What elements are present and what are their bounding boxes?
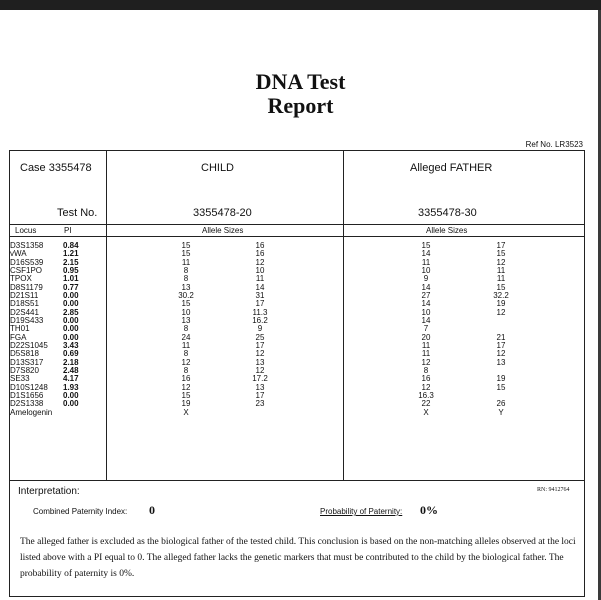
father-test-no: 3355478-30 — [418, 207, 477, 219]
child-allele-2: 11 — [255, 274, 265, 284]
father-allele-1: 14 — [421, 299, 431, 309]
child-allele-1: 12 — [181, 382, 191, 392]
child-allele-1: 13 — [181, 315, 191, 325]
probability-label: Probability of Paternity: — [320, 507, 403, 516]
child-test-no: 3355478-20 — [193, 207, 252, 219]
locus-cell: D13S317 — [10, 357, 44, 367]
pi-cell: 4.17 — [63, 374, 79, 384]
report-title-line2: Report — [267, 93, 334, 118]
table-row — [0, 359, 601, 367]
locus-cell: D10S1248 — [10, 382, 48, 392]
child-allele-2: 11.3 — [252, 307, 268, 317]
ref-number: Ref No. LR3523 — [525, 140, 583, 149]
father-allele-2: 19 — [496, 374, 506, 384]
child-allele-2: 17 — [255, 390, 265, 400]
child-allele-1: 12 — [181, 357, 191, 367]
pi-cell: 2.85 — [63, 307, 79, 317]
pi-cell: 2.18 — [63, 357, 79, 367]
child-allele-1: 8 — [183, 365, 189, 375]
child-allele-1: 15 — [181, 390, 191, 400]
father-allele-1: 27 — [421, 290, 431, 300]
table-row — [0, 317, 601, 325]
child-allele-1: 10 — [181, 307, 191, 317]
interpretation-text: The alleged father is excluded as the biological father of the tested child. This conclusion is based on the non-matching alleles observed at the loci listed above with a PI equal to 0. The alleged father lacks the genetic markers that must be contributed to the child by the biological father. The probability of paternity is 0%. — [20, 537, 576, 579]
father-allele-1: 16 — [421, 374, 431, 384]
locus-cell: D8S1179 — [10, 282, 43, 292]
child-allele-1: 11 — [181, 257, 191, 267]
father-allele-2: 11 — [496, 265, 506, 275]
table-row — [0, 325, 601, 333]
child-allele-2: 16 — [255, 249, 265, 259]
cpi-label: Combined Paternity Index: — [33, 507, 128, 516]
locus-cell: vWA — [10, 249, 27, 259]
child-allele-header: Allele Sizes — [202, 226, 244, 235]
locus-cell: D21S11 — [10, 290, 39, 300]
father-allele-1: 8 — [423, 365, 429, 375]
child-allele-1: 19 — [181, 399, 191, 409]
father-allele-2: 19 — [496, 299, 506, 309]
father-allele-1: 10 — [421, 265, 431, 275]
table-row — [0, 292, 601, 300]
father-allele-2: 17 — [496, 340, 506, 350]
cpi-value: 0 — [149, 503, 155, 517]
child-allele-1: 16 — [181, 374, 191, 384]
pi-cell: 3.43 — [63, 340, 79, 350]
father-allele-1: 7 — [423, 324, 429, 334]
pi-cell: 1.21 — [63, 249, 79, 259]
father-allele-2: 17 — [496, 241, 506, 250]
locus-cell: D1S1656 — [10, 390, 44, 400]
locus-cell: D22S1045 — [10, 340, 48, 350]
child-allele-1: 8 — [183, 349, 189, 359]
pi-cell: 0.84 — [63, 241, 79, 250]
locus-cell: D3S1358 — [10, 241, 44, 250]
father-allele-2: 12 — [496, 307, 506, 317]
table-row — [0, 309, 601, 317]
child-allele-1: 15 — [181, 249, 191, 259]
window-top-bar — [0, 0, 601, 10]
child-allele-1: 13 — [181, 282, 191, 292]
child-allele-2: 13 — [255, 357, 265, 367]
interpretation-label: Interpretation: — [18, 486, 80, 497]
child-allele-2: 17 — [255, 299, 265, 309]
pi-cell: 1.01 — [63, 274, 79, 284]
father-allele-2: 15 — [496, 249, 506, 259]
locus-cell: D7S820 — [10, 365, 39, 375]
pi-cell: 0.00 — [63, 332, 79, 342]
father-allele-2: Y — [498, 407, 504, 417]
child-allele-2: 31 — [255, 290, 265, 300]
rule-header — [9, 236, 585, 237]
locus-cell: D19S433 — [10, 315, 44, 325]
child-allele-2: 23 — [255, 399, 265, 409]
pi-cell: 0.95 — [63, 265, 79, 275]
pi-cell: 0.00 — [63, 290, 79, 300]
table-row — [0, 392, 601, 400]
child-allele-1: 30.2 — [178, 290, 194, 300]
child-allele-2: 9 — [257, 324, 263, 334]
table-row — [0, 284, 601, 292]
table-row — [0, 259, 601, 267]
father-allele-1: 11 — [421, 340, 431, 350]
child-allele-1: 8 — [183, 274, 189, 284]
father-allele-2: 15 — [496, 282, 506, 292]
table-row — [0, 409, 601, 417]
father-allele-1: 10 — [421, 307, 431, 317]
father-allele-1: 16.3 — [418, 390, 434, 400]
child-allele-1: 15 — [181, 299, 191, 309]
father-allele-1: X — [423, 407, 429, 417]
father-allele-1: 9 — [423, 274, 429, 284]
table-row — [0, 300, 601, 308]
child-allele-2: 25 — [255, 332, 265, 342]
rule-interpretation — [9, 480, 585, 481]
locus-cell: D2S441 — [10, 307, 39, 317]
pi-cell: 0.00 — [63, 324, 79, 334]
child-allele-2: 14 — [255, 282, 265, 292]
rn-number: RN: 9412764 — [537, 487, 570, 493]
locus-cell: CSF1PO — [10, 265, 43, 275]
father-allele-1: 14 — [421, 315, 431, 325]
father-allele-2: 21 — [496, 332, 506, 342]
pi-cell: 0.00 — [63, 315, 79, 325]
table-row — [0, 267, 601, 275]
father-allele-2: 15 — [496, 382, 506, 392]
pi-cell: 0.00 — [63, 299, 79, 309]
father-allele-1: 12 — [421, 357, 431, 367]
case-label: Case 3355478 — [20, 162, 92, 174]
table-row — [0, 375, 601, 383]
child-allele-1: X — [183, 407, 189, 417]
child-allele-2: 12 — [255, 257, 265, 267]
child-allele-2: 17.2 — [252, 374, 268, 384]
father-allele-1: 11 — [421, 257, 431, 267]
child-allele-1: 8 — [183, 265, 189, 275]
pi-cell: 2.15 — [63, 257, 79, 267]
locus-cell: D18S51 — [10, 299, 39, 309]
allele-table-body — [0, 242, 601, 417]
locus-cell: Amelogenin — [10, 407, 53, 417]
child-allele-1: 15 — [181, 241, 191, 250]
child-allele-2: 16 — [255, 241, 265, 250]
father-allele-1: 20 — [421, 332, 431, 342]
pi-cell: 0.00 — [63, 399, 79, 409]
child-allele-2: 16.2 — [252, 315, 268, 325]
father-allele-1: 11 — [421, 349, 431, 359]
father-allele-2: 32.2 — [493, 290, 509, 300]
father-allele-1: 14 — [421, 282, 431, 292]
child-allele-2: 10 — [255, 265, 265, 275]
probability-value: 0% — [420, 503, 438, 517]
father-allele-2: 11 — [496, 274, 506, 284]
pi-cell: 0.77 — [63, 282, 79, 292]
test-no-label: Test No. — [57, 207, 98, 219]
locus-cell: D5S818 — [10, 349, 39, 359]
father-allele-1: 12 — [421, 382, 431, 392]
locus-cell: D2S1338 — [10, 399, 44, 409]
table-row — [0, 350, 601, 358]
locus-cell: TPOX — [10, 274, 32, 284]
child-title: CHILD — [201, 162, 235, 174]
table-row — [0, 400, 601, 408]
table-row — [0, 242, 601, 250]
pi-cell: 2.48 — [63, 365, 79, 375]
table-row — [0, 367, 601, 375]
locus-header: Locus — [15, 226, 37, 235]
father-allele-2: 26 — [496, 399, 506, 409]
father-allele-1: 15 — [421, 241, 431, 250]
child-allele-1: 24 — [181, 332, 191, 342]
father-allele-1: 14 — [421, 249, 431, 259]
father-allele-2: 12 — [496, 257, 506, 267]
pi-header: PI — [64, 226, 72, 235]
table-row — [0, 342, 601, 350]
father-allele-1: 22 — [421, 399, 431, 409]
locus-cell: FGA — [10, 332, 27, 342]
child-allele-1: 11 — [181, 340, 191, 350]
locus-cell: TH01 — [10, 324, 30, 334]
locus-cell: SE33 — [10, 374, 30, 384]
locus-cell: D16S539 — [10, 257, 44, 267]
report-title-line1: DNA Test — [255, 69, 346, 94]
father-allele-2: 12 — [496, 349, 506, 359]
table-row — [0, 384, 601, 392]
father-allele-2: 13 — [496, 357, 506, 367]
father-title: Alleged FATHER — [410, 162, 493, 174]
child-allele-1: 8 — [183, 324, 189, 334]
child-allele-2: 17 — [255, 340, 265, 350]
table-row — [0, 250, 601, 258]
rule-testno — [9, 224, 585, 225]
child-allele-2: 12 — [255, 365, 265, 375]
table-row — [0, 275, 601, 283]
pi-cell: 0.00 — [63, 390, 79, 400]
pi-cell: 1.93 — [63, 382, 79, 392]
table-row — [0, 334, 601, 342]
child-allele-2: 12 — [255, 349, 265, 359]
father-allele-header: Allele Sizes — [426, 226, 468, 235]
pi-cell: 0.69 — [63, 349, 79, 359]
child-allele-2: 13 — [255, 382, 265, 392]
